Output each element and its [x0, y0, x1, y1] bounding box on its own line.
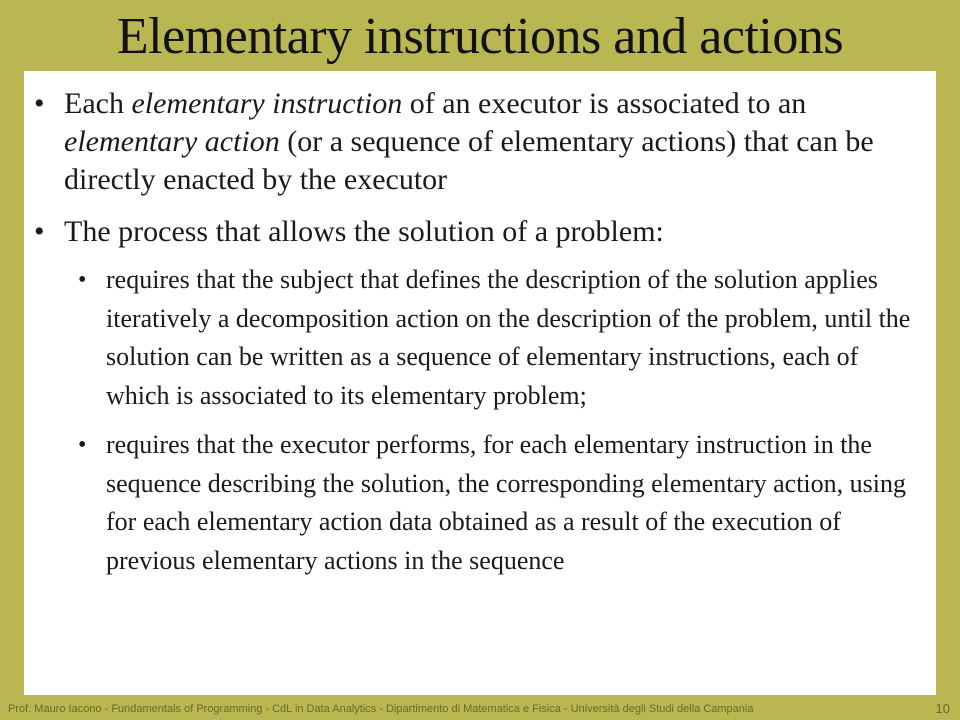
sub-bullet-item-2: [64, 426, 926, 580]
sub-bullet-glyph: •: [78, 267, 87, 293]
bullet-glyph: •: [34, 87, 45, 120]
footer-text: Prof. Mauro Iacono - Fundamentals of Programming - CdL in Data Analytics - Dipartimento di Matematica e Fisica - Università degli Studi della Campania: [8, 703, 754, 715]
sub-bullet-list: [64, 261, 926, 580]
bullet-glyph: •: [34, 215, 45, 248]
sub-bullet-2-text: requires that the executor performs, for each elementary instruction in the sequence describing the solution, the corresponding elementary action, using for each elementary action data obtained as a result of the execution of previous elementary actions in the sequence: [106, 430, 906, 575]
sub-bullet-item-1: [64, 261, 926, 415]
sub-bullet-1-text: requires that the subject that defines the description of the solution applies iteratively a decomposition action on the description of the problem, until the solution can be written as a sequence of elementary instructions, each of which is associated to its elementary problem;: [106, 265, 911, 410]
sub-bullet-glyph: •: [78, 432, 87, 458]
slide-title: Elementary instructions and actions: [116, 8, 844, 65]
page-number: 10: [935, 701, 950, 716]
bullet-item-2: [34, 213, 926, 580]
bullet-1-part-3: of an executor is associated to an: [402, 87, 807, 120]
bullet-list: [34, 85, 926, 580]
bullet-1-part-1: Each: [64, 87, 132, 120]
bullet-1-part-4: elementary action: [64, 125, 280, 158]
content-panel: [24, 71, 936, 695]
bullet-2-text: The process that allows the solution of a problem:: [64, 215, 664, 248]
bullet-1-part-2: elementary instruction: [131, 87, 403, 120]
bullet-item-1: [34, 85, 926, 199]
bullet-1-part-5: (or a sequence of elementary actions) that can be directly enacted by the executor: [64, 125, 874, 196]
